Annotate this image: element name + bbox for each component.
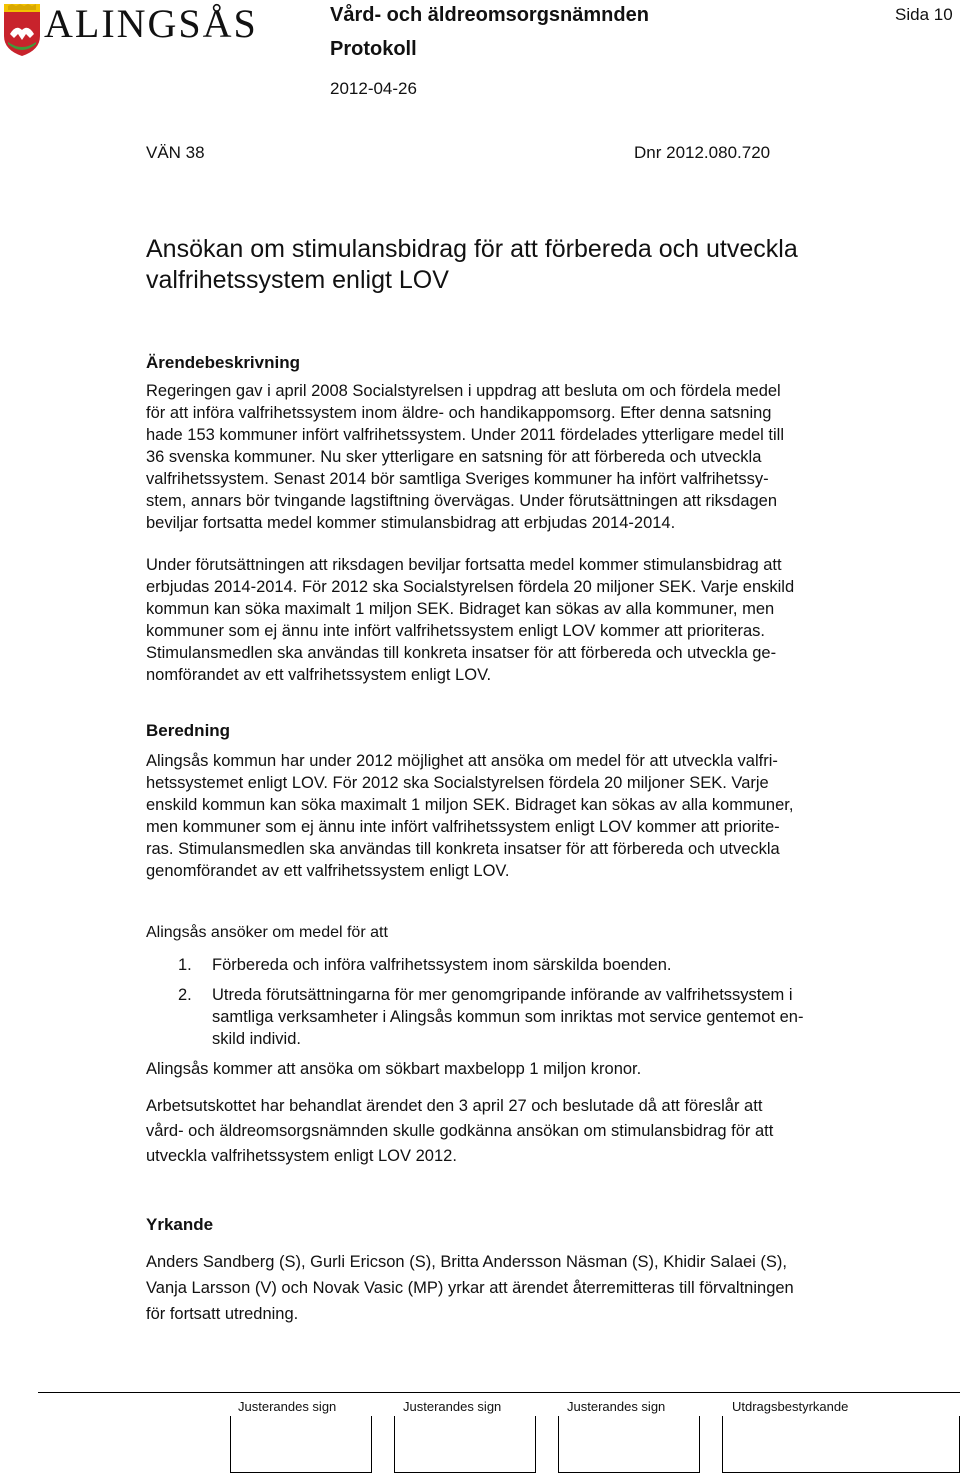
text-line: hade 153 kommuner infört valfrihetssystem. Under 2011 fördelades ytterligare medel till xyxy=(146,426,785,444)
board-name: Vård- och äldreomsorgsnämnden xyxy=(330,4,649,26)
text-line: kommuner som ej ännu inte infört valfrihetssystem enligt LOV kommer att prioriteras. xyxy=(146,622,765,640)
text-line: hetssystemet enligt LOV. För 2012 ska Socialstyrelsen fördela 20 miljoner SEK. Varje xyxy=(146,774,769,792)
text-line: beviljar fortsatta medel kommer stimulansbidrag att erbjudas 2014-2014. xyxy=(146,514,676,532)
section-yrkande xyxy=(146,1214,886,1327)
paragraph xyxy=(146,1094,886,1169)
logo xyxy=(0,0,262,62)
text-line: Regeringen gav i april 2008 Socialstyrelsen i uppdrag att besluta om och fördela medel xyxy=(146,382,781,400)
footer-divider xyxy=(38,1392,960,1393)
alingsas-crest-icon xyxy=(4,4,40,56)
text-line: Förbereda och införa valfrihetssystem inom särskilda boenden. xyxy=(212,956,672,974)
logo-text: ALINGSÅS xyxy=(44,1,258,46)
text-line: stem, annars bör tvingande lagstiftning övervägas. Under förutsättningen att riksdagen xyxy=(146,492,778,510)
text-line: enskild kommun kan söka maximalt 1 miljon SEK. Bidraget kan sökas av alla kommuner, xyxy=(146,796,794,814)
signature-label: Justerandes sign xyxy=(567,1399,666,1414)
page-number: Sida 10 xyxy=(895,5,953,24)
paragraph xyxy=(146,750,886,882)
list-number: 2. xyxy=(178,986,192,1004)
text-line: 36 svenska kommuner. Nu sker ytterligare en satsning för att förbereda och utveckla xyxy=(146,448,762,466)
signature-box xyxy=(558,1416,700,1473)
text-line: valfrihetssystem. Senast 2014 bör samtliga Sveriges kommuner ha infört valfrihetssy- xyxy=(146,470,769,488)
signature-label: Justerandes sign xyxy=(238,1399,337,1414)
text-line: genomförandet av ett valfrihetssystem enligt LOV. xyxy=(146,862,510,880)
text-line: Under förutsättningen att riksdagen beviljar fortsatta medel kommer stimulansbidrag att xyxy=(146,556,782,574)
section-heading: Ärendebeskrivning xyxy=(146,353,300,372)
text-line: Utreda förutsättningarna för mer genomgripande införande av valfrihetssystem i xyxy=(212,986,793,1004)
text-line: men kommuner som ej ännu inte infört valfrihetssystem enligt LOV kommer att priorite- xyxy=(146,818,780,836)
text-line: Arbetsutskottet har behandlat ärendet den 3 april 27 och beslutade då att föreslår att xyxy=(146,1097,763,1115)
list-item xyxy=(146,954,886,976)
text-line: Stimulansmedlen ska användas till konkreta insatser för att förbereda och utveckla ge- xyxy=(146,644,777,662)
paragraph xyxy=(146,380,886,534)
signature-box xyxy=(394,1416,536,1473)
text-line: för fortsatt utredning. xyxy=(146,1305,299,1323)
text-line: nomförandet av ett valfrihetssystem enligt LOV. xyxy=(146,666,492,684)
paragraph xyxy=(146,554,886,686)
text-line: samtliga verksamheter i Alingsås kommun som inriktas mot service gentemot en- xyxy=(212,1008,804,1026)
application-list xyxy=(146,954,886,1050)
title-line: Ansökan om stimulansbidrag för att förbereda och utveckla xyxy=(146,235,798,263)
text-line: för att införa valfrihetssystem inom äldre- och handikappomsorg. Efter denna satsning xyxy=(146,404,772,422)
max-amount-text: Alingsås kommer att ansöka om sökbart maxbelopp 1 miljon kronor. xyxy=(146,1060,642,1078)
application-intro: Alingsås ansöker om medel för att xyxy=(146,924,388,941)
paragraph xyxy=(146,1249,886,1327)
meeting-date: 2012-04-26 xyxy=(330,79,417,98)
text-line: skild individ. xyxy=(212,1030,301,1048)
text-line: erbjudas 2014-2014. För 2012 ska Socialstyrelsen fördela 20 miljoner SEK. Varje enskild xyxy=(146,578,795,596)
text-line: Anders Sandberg (S), Gurli Ericson (S), Britta Andersson Näsman (S), Khidir Salaei (S), xyxy=(146,1253,787,1271)
certification-box xyxy=(722,1416,960,1473)
text-line: kommun kan söka maximalt 1 miljon SEK. Bidraget kan sökas av alla kommuner, men xyxy=(146,600,775,618)
certification-label: Utdragsbestyrkande xyxy=(732,1399,849,1414)
text-line: vård- och äldreomsorgsnämnden skulle godkänna ansökan om stimulansbidrag för att xyxy=(146,1122,774,1140)
diary-number: Dnr 2012.080.720 xyxy=(634,143,771,162)
page-title xyxy=(146,234,936,296)
document-type: Protokoll xyxy=(330,38,417,60)
text-line: utveckla valfrihetssystem enligt LOV 2012. xyxy=(146,1147,457,1165)
text-line: ras. Stimulansmedlen ska användas till konkreta insatser för att förbereda och utveckla xyxy=(146,840,780,858)
section-beredning xyxy=(146,720,886,882)
list-number: 1. xyxy=(178,956,192,974)
signature-box xyxy=(230,1416,372,1473)
section-heading: Beredning xyxy=(146,721,231,740)
title-line: valfrihetssystem enligt LOV xyxy=(146,266,449,294)
section-number: VÄN 38 xyxy=(146,143,205,162)
list-item xyxy=(146,984,886,1050)
section-heading: Yrkande xyxy=(146,1215,214,1234)
text-line: Vanja Larsson (V) och Novak Vasic (MP) yrkar att ärendet återremitteras till förvaltningen xyxy=(146,1279,794,1297)
section-arendebeskrivning xyxy=(146,352,886,686)
text-line: Alingsås kommun har under 2012 möjlighet att ansöka om medel för att utveckla valfri- xyxy=(146,752,778,770)
signature-label: Justerandes sign xyxy=(403,1399,502,1414)
